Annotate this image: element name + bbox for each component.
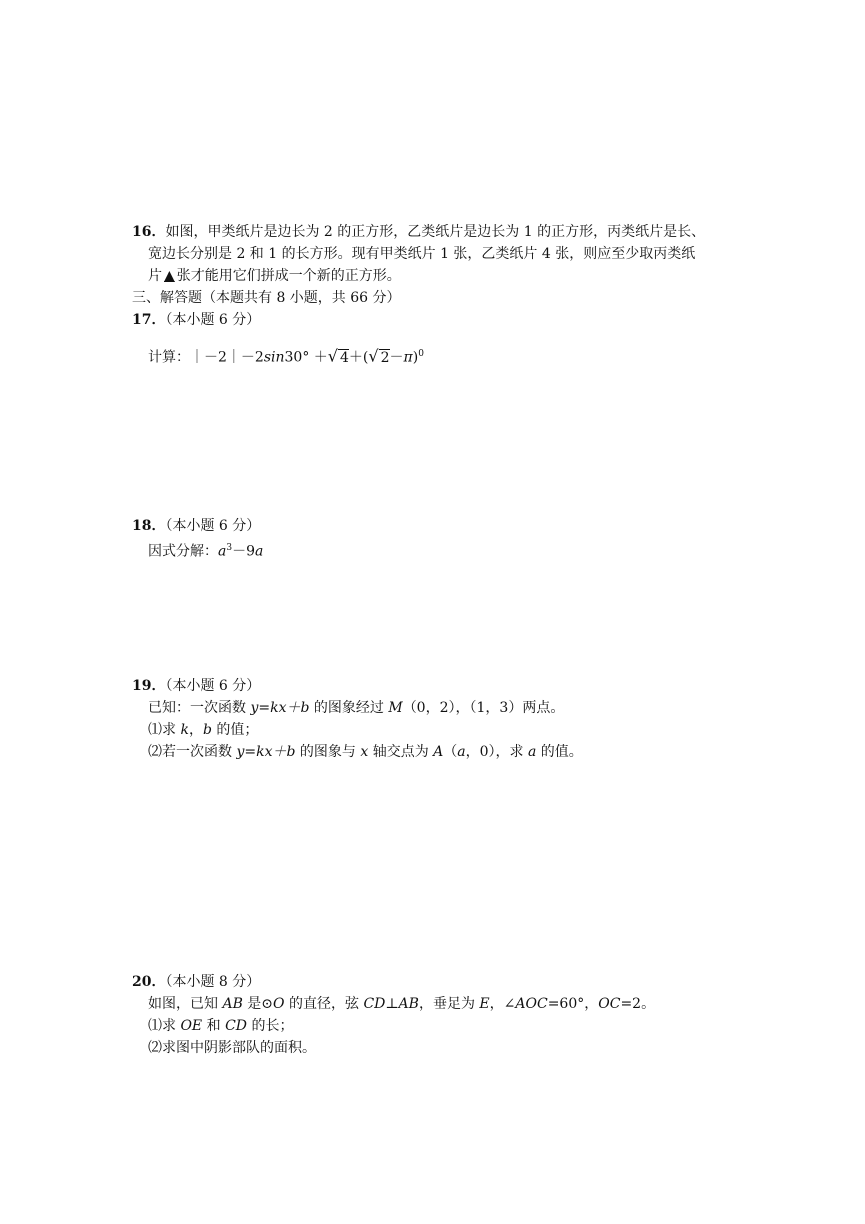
q20-part1-a: ⑴求 xyxy=(148,1018,181,1034)
q17-abs: ｜－2｜－2 xyxy=(190,349,264,366)
q17-pi: π xyxy=(403,349,413,366)
q17-points: （本小题 6 分） xyxy=(165,312,261,328)
q20-given-b: 是⊙ xyxy=(242,996,274,1012)
q20-given-f: =60°， xyxy=(547,996,599,1012)
q20-e: E xyxy=(479,996,490,1012)
q20-oc: OC xyxy=(598,996,621,1012)
q18-a: a xyxy=(218,543,227,560)
q19-given-b: 的图象经过 xyxy=(309,700,389,716)
q19-point-m: M xyxy=(388,700,403,716)
q16-text-1: 如图，甲类纸片是边长为 2 的正方形，乙类纸片是边长为 1 的正方形，丙类纸片是长、 xyxy=(165,224,706,240)
q19-part2-e: ，0），求 xyxy=(465,744,528,760)
q17-sin: sin xyxy=(263,349,285,366)
q19-part2 xyxy=(148,742,583,762)
q18-points: （本小题 6 分） xyxy=(165,518,261,534)
q17-deg: 30° xyxy=(284,349,310,366)
q17-minus: － xyxy=(389,349,404,366)
q19-points: （本小题 6 分） xyxy=(165,678,261,694)
q19-part1 xyxy=(148,720,258,740)
q18-number: 18． xyxy=(132,518,166,534)
sqrt-sign-2: √ xyxy=(368,346,379,366)
q19-header xyxy=(132,676,260,696)
q20-perp: ⊥ xyxy=(385,996,399,1012)
sqrt-sign: √ xyxy=(327,346,338,366)
q20-given-d: ，垂足为 xyxy=(418,996,480,1012)
q20-given-e: ，∠ xyxy=(489,996,516,1012)
q19-b: b xyxy=(202,722,212,738)
q20-part2: ⑵求图中阴影部队的面积。 xyxy=(148,1040,316,1056)
q20-given-c: 的直径，弦 xyxy=(284,996,364,1012)
q19-part1-a: ⑴求 xyxy=(148,722,181,738)
q20-cd: CD xyxy=(363,996,386,1012)
q19-x: x xyxy=(360,744,369,760)
q17-number: 17． xyxy=(132,312,166,328)
q19-a2: a xyxy=(528,744,537,760)
q16-line1 xyxy=(132,222,705,242)
q18-header xyxy=(132,516,260,536)
q19-comma: ， xyxy=(188,722,203,738)
q20-oe: OE xyxy=(180,1018,203,1034)
q20-given-g: =2。 xyxy=(620,996,656,1012)
q19-equation: y=kx＋b xyxy=(250,700,310,716)
q19-equation-2: y=kx＋b xyxy=(236,744,296,760)
answer-blank[interactable]: ▲ xyxy=(164,268,175,284)
q19-part2-f: 的值。 xyxy=(536,744,583,760)
q20-ab: AB xyxy=(222,996,243,1012)
q20-aoc: AOC xyxy=(515,996,548,1012)
q17-exponent: 0 xyxy=(418,349,424,359)
q20-header xyxy=(132,972,260,992)
q20-o: O xyxy=(273,996,285,1012)
q16-line2: 宽边长分别是 2 和 1 的长方形。现有甲类纸片 1 张，乙类纸片 4 张，则应至少取丙类纸 xyxy=(148,246,696,262)
q20-points: （本小题 8 分） xyxy=(165,974,261,990)
q20-ab2: AB xyxy=(398,996,419,1012)
q19-given-a: 已知：一次函数 xyxy=(148,700,251,716)
q16-text-3b: 张才能用它们拼成一个新的正方形。 xyxy=(176,268,401,284)
q18-prompt: 因式分解： xyxy=(148,543,218,560)
q16-line3 xyxy=(148,266,401,286)
q17-expression xyxy=(148,344,424,368)
q18-a2: a xyxy=(255,543,264,560)
q17-sqrt4: 4 xyxy=(340,349,349,366)
q20-part1-b: 和 xyxy=(202,1018,226,1034)
q20-number: 20． xyxy=(132,974,166,990)
q19-part2-b: 的图象与 xyxy=(295,744,361,760)
q19-given-c: （0，2），（1，3）两点。 xyxy=(402,700,565,716)
q16-number: 16． xyxy=(132,224,166,240)
q16-text-3a: 片 xyxy=(148,268,162,284)
q18-exponent: 3 xyxy=(226,543,233,553)
q17-header xyxy=(132,310,260,330)
q17-close: ) xyxy=(412,349,419,366)
q20-given-a: 如图，已知 xyxy=(148,996,223,1012)
q17-plus1: ＋ xyxy=(309,349,328,366)
q20-given xyxy=(148,994,655,1014)
section-3-heading: 三、解答题（本题共有 8 小题，共 66 分） xyxy=(132,290,401,306)
q18-rest: －9 xyxy=(232,543,256,560)
q17-prompt: 计算： xyxy=(148,349,190,366)
q19-given xyxy=(148,698,564,718)
q18-expression xyxy=(148,538,263,562)
q20-part1-c: 的长； xyxy=(247,1018,294,1034)
q20-cd2: CD xyxy=(225,1018,247,1034)
q20-part1 xyxy=(148,1016,293,1036)
q19-part2-a: ⑵若一次函数 xyxy=(148,744,237,760)
q19-part2-d: （ xyxy=(443,744,458,760)
q19-part2-c: 轴交点为 xyxy=(368,744,434,760)
q19-number: 19． xyxy=(132,678,166,694)
q19-k: k xyxy=(180,722,189,738)
q19-point-a: A xyxy=(433,744,444,760)
q17-plus2: ＋( xyxy=(348,349,369,366)
q19-part1-b: 的值； xyxy=(211,722,259,738)
q19-a: a xyxy=(457,744,466,760)
q17-sqrt2: 2 xyxy=(380,349,390,366)
